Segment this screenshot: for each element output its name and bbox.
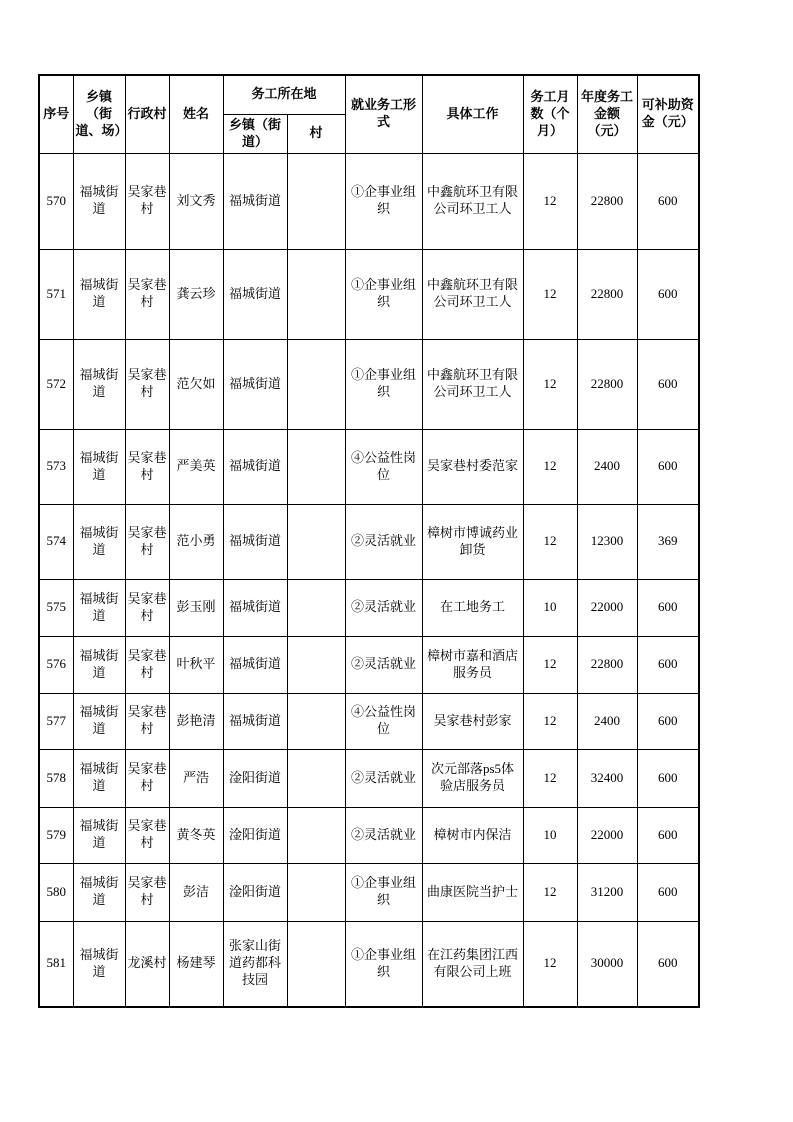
cell-employment-form: ②灵活就业 <box>345 504 422 579</box>
cell-village: 吴家巷村 <box>125 863 169 921</box>
cell-work-township: 淦阳街道 <box>223 863 287 921</box>
cell-name: 严美英 <box>169 429 223 504</box>
cell-employment-form: ①企事业组织 <box>345 339 422 429</box>
header-work-township: 乡镇（街道） <box>223 114 287 153</box>
cell-annual-amount: 22800 <box>577 249 637 339</box>
header-township: 乡镇（街道、场） <box>73 75 125 153</box>
cell-specific-job: 吴家巷村彭家 <box>422 693 523 749</box>
table-row <box>39 921 699 1007</box>
cell-annual-amount: 2400 <box>577 693 637 749</box>
cell-index: 578 <box>39 749 73 807</box>
cell-township: 福城街道 <box>73 863 125 921</box>
cell-annual-amount: 30000 <box>577 921 637 1007</box>
cell-village: 吴家巷村 <box>125 429 169 504</box>
cell-township: 福城街道 <box>73 339 125 429</box>
cell-name: 黄冬英 <box>169 807 223 863</box>
cell-name: 杨建琴 <box>169 921 223 1007</box>
header-annual-amount: 年度务工金额（元） <box>577 75 637 153</box>
cell-index: 573 <box>39 429 73 504</box>
table-row <box>39 693 699 749</box>
cell-township: 福城街道 <box>73 153 125 249</box>
cell-months: 12 <box>523 153 577 249</box>
cell-name: 龚云珍 <box>169 249 223 339</box>
cell-work-township: 福城街道 <box>223 693 287 749</box>
cell-employment-form: ②灵活就业 <box>345 807 422 863</box>
cell-name: 刘文秀 <box>169 153 223 249</box>
cell-specific-job: 在江药集团江西有限公司上班 <box>422 921 523 1007</box>
cell-months: 12 <box>523 693 577 749</box>
cell-specific-job: 中鑫航环卫有限公司环卫工人 <box>422 249 523 339</box>
cell-subsidy: 600 <box>637 579 699 636</box>
header-employment-form: 就业务工形式 <box>345 75 422 153</box>
cell-work-township: 福城街道 <box>223 249 287 339</box>
cell-work-village <box>287 636 345 693</box>
cell-township: 福城街道 <box>73 429 125 504</box>
cell-specific-job: 中鑫航环卫有限公司环卫工人 <box>422 339 523 429</box>
header-specific-job: 具体工作 <box>422 75 523 153</box>
cell-employment-form: ②灵活就业 <box>345 579 422 636</box>
cell-index: 574 <box>39 504 73 579</box>
cell-annual-amount: 12300 <box>577 504 637 579</box>
cell-employment-form: ①企事业组织 <box>345 249 422 339</box>
cell-work-township: 淦阳街道 <box>223 807 287 863</box>
cell-work-township: 福城街道 <box>223 429 287 504</box>
cell-months: 10 <box>523 807 577 863</box>
cell-name: 彭玉刚 <box>169 579 223 636</box>
cell-subsidy: 600 <box>637 749 699 807</box>
cell-village: 吴家巷村 <box>125 153 169 249</box>
cell-township: 福城街道 <box>73 921 125 1007</box>
cell-index: 580 <box>39 863 73 921</box>
cell-work-township: 张家山街道药都科技园 <box>223 921 287 1007</box>
cell-work-township: 淦阳街道 <box>223 749 287 807</box>
cell-work-village <box>287 153 345 249</box>
cell-work-village <box>287 749 345 807</box>
cell-annual-amount: 22800 <box>577 636 637 693</box>
cell-specific-job: 樟树市博诚药业卸货 <box>422 504 523 579</box>
cell-annual-amount: 32400 <box>577 749 637 807</box>
cell-subsidy: 600 <box>637 807 699 863</box>
cell-employment-form: ①企事业组织 <box>345 153 422 249</box>
cell-index: 576 <box>39 636 73 693</box>
cell-employment-form: ①企事业组织 <box>345 863 422 921</box>
header-index: 序号 <box>39 75 73 153</box>
cell-months: 10 <box>523 579 577 636</box>
cell-township: 福城街道 <box>73 636 125 693</box>
cell-months: 12 <box>523 921 577 1007</box>
cell-work-village <box>287 693 345 749</box>
cell-specific-job: 次元部落ps5体验店服务员 <box>422 749 523 807</box>
cell-employment-form: ②灵活就业 <box>345 636 422 693</box>
cell-specific-job: 中鑫航环卫有限公司环卫工人 <box>422 153 523 249</box>
cell-village: 龙溪村 <box>125 921 169 1007</box>
cell-work-township: 福城街道 <box>223 504 287 579</box>
cell-annual-amount: 31200 <box>577 863 637 921</box>
cell-village: 吴家巷村 <box>125 749 169 807</box>
table-row <box>39 579 699 636</box>
cell-work-township: 福城街道 <box>223 579 287 636</box>
cell-name: 范欠如 <box>169 339 223 429</box>
cell-annual-amount: 22000 <box>577 807 637 863</box>
table-row <box>39 749 699 807</box>
cell-township: 福城街道 <box>73 693 125 749</box>
cell-village: 吴家巷村 <box>125 579 169 636</box>
cell-township: 福城街道 <box>73 807 125 863</box>
cell-village: 吴家巷村 <box>125 807 169 863</box>
cell-township: 福城街道 <box>73 504 125 579</box>
cell-index: 575 <box>39 579 73 636</box>
cell-village: 吴家巷村 <box>125 636 169 693</box>
cell-index: 581 <box>39 921 73 1007</box>
cell-name: 叶秋平 <box>169 636 223 693</box>
cell-work-village <box>287 921 345 1007</box>
cell-name: 彭艳清 <box>169 693 223 749</box>
cell-work-village <box>287 504 345 579</box>
header-months: 务工月数（个月） <box>523 75 577 153</box>
table-row <box>39 636 699 693</box>
cell-work-village <box>287 807 345 863</box>
table-row <box>39 863 699 921</box>
cell-subsidy: 600 <box>637 429 699 504</box>
header-name: 姓名 <box>169 75 223 153</box>
cell-index: 570 <box>39 153 73 249</box>
cell-name: 范小勇 <box>169 504 223 579</box>
cell-work-township: 福城街道 <box>223 339 287 429</box>
cell-work-village <box>287 863 345 921</box>
header-subsidy: 可补助资金（元） <box>637 75 699 153</box>
table-row <box>39 504 699 579</box>
cell-subsidy: 600 <box>637 636 699 693</box>
cell-employment-form: ②灵活就业 <box>345 749 422 807</box>
cell-subsidy: 600 <box>637 339 699 429</box>
cell-work-village <box>287 249 345 339</box>
cell-name: 严浩 <box>169 749 223 807</box>
cell-work-village <box>287 579 345 636</box>
cell-work-village <box>287 339 345 429</box>
cell-index: 572 <box>39 339 73 429</box>
cell-annual-amount: 22800 <box>577 153 637 249</box>
table-header <box>39 75 699 153</box>
cell-months: 12 <box>523 429 577 504</box>
cell-specific-job: 吴家巷村委范家 <box>422 429 523 504</box>
cell-index: 577 <box>39 693 73 749</box>
cell-months: 12 <box>523 863 577 921</box>
cell-index: 571 <box>39 249 73 339</box>
cell-village: 吴家巷村 <box>125 504 169 579</box>
cell-months: 12 <box>523 504 577 579</box>
cell-township: 福城街道 <box>73 249 125 339</box>
cell-index: 579 <box>39 807 73 863</box>
table-row <box>39 249 699 339</box>
cell-township: 福城街道 <box>73 579 125 636</box>
cell-annual-amount: 2400 <box>577 429 637 504</box>
header-work-location: 务工所在地 <box>223 75 345 114</box>
cell-name: 彭洁 <box>169 863 223 921</box>
table-row <box>39 807 699 863</box>
employment-subsidy-table <box>38 74 700 1008</box>
header-row-1 <box>39 75 699 114</box>
cell-work-township: 福城街道 <box>223 153 287 249</box>
cell-subsidy: 369 <box>637 504 699 579</box>
cell-subsidy: 600 <box>637 693 699 749</box>
cell-work-village <box>287 429 345 504</box>
cell-annual-amount: 22000 <box>577 579 637 636</box>
cell-township: 福城街道 <box>73 749 125 807</box>
cell-subsidy: 600 <box>637 921 699 1007</box>
table-row <box>39 429 699 504</box>
header-work-village: 村 <box>287 114 345 153</box>
cell-specific-job: 在工地务工 <box>422 579 523 636</box>
cell-specific-job: 曲康医院当护士 <box>422 863 523 921</box>
cell-employment-form: ④公益性岗位 <box>345 429 422 504</box>
table-row <box>39 153 699 249</box>
cell-months: 12 <box>523 339 577 429</box>
cell-subsidy: 600 <box>637 249 699 339</box>
cell-specific-job: 樟树市嘉和酒店服务员 <box>422 636 523 693</box>
cell-months: 12 <box>523 249 577 339</box>
table-row <box>39 339 699 429</box>
cell-employment-form: ①企事业组织 <box>345 921 422 1007</box>
cell-work-township: 福城街道 <box>223 636 287 693</box>
cell-months: 12 <box>523 636 577 693</box>
cell-subsidy: 600 <box>637 153 699 249</box>
header-village: 行政村 <box>125 75 169 153</box>
cell-subsidy: 600 <box>637 863 699 921</box>
cell-employment-form: ④公益性岗位 <box>345 693 422 749</box>
cell-village: 吴家巷村 <box>125 339 169 429</box>
table-body <box>39 153 699 1007</box>
cell-specific-job: 樟树市内保洁 <box>422 807 523 863</box>
cell-annual-amount: 22800 <box>577 339 637 429</box>
cell-village: 吴家巷村 <box>125 693 169 749</box>
cell-village: 吴家巷村 <box>125 249 169 339</box>
cell-months: 12 <box>523 749 577 807</box>
